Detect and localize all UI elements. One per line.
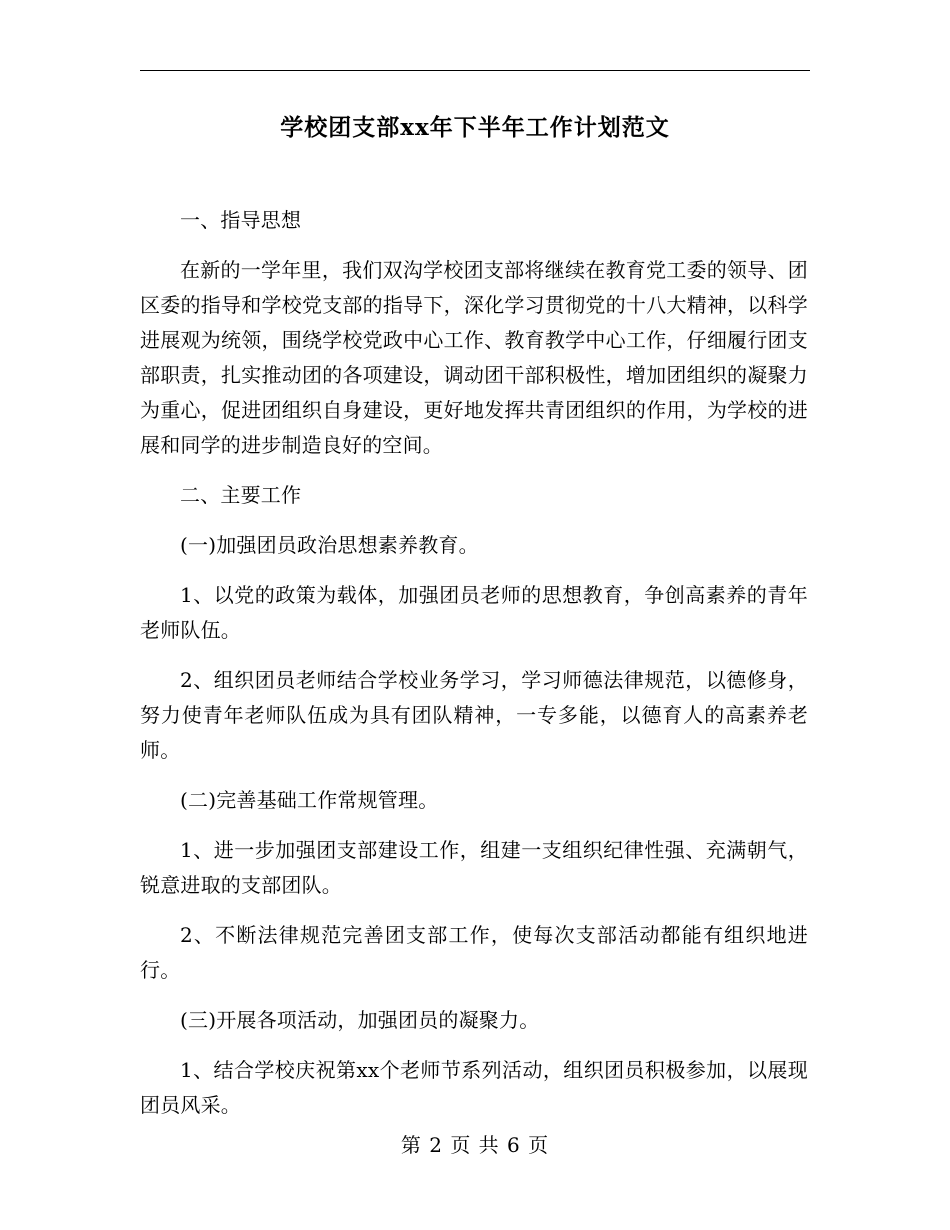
subheading-routine-management: (二)完善基础工作常规管理。 <box>180 788 439 812</box>
section-heading-main-work: 二、主要工作 <box>180 483 302 507</box>
list-item-1a: 1、以党的政策为载体，加强团员老师的思想教育，争创高素养的青年老师队伍。 <box>140 583 808 642</box>
header-rule <box>140 70 810 71</box>
section-heading-guiding-ideology: 一、指导思想 <box>180 208 302 232</box>
subheading-political-education: (一)加强团员政治思想素养教育。 <box>180 533 479 557</box>
subheading-activities: (三)开展各项活动，加强团员的凝聚力。 <box>180 1008 540 1032</box>
list-item-1c: 1、结合学校庆祝第xx个老师节系列活动，组织团员积极参加，以展现团员风采。 <box>140 1058 808 1117</box>
paragraph-guiding-ideology: 在新的一学年里，我们双沟学校团支部将继续在教育党工委的领导、团区委的指导和学校党支部的指导下，深化学习贯彻党的十八大精神，以科学进展观为统领，围绕学校党政中心工作、教育教学中心工作，仔细履行团支部职责，扎实推动团的各项建设，调动团干部积极性，增加团组织的凝聚力为重心，促进团组织自身建设，更好地发挥共青团组织的作用，为学校的进展和同学的进步制造良好的空间。 <box>140 258 808 457</box>
list-item-2b: 2、不断法律规范完善团支部工作，使每次支部活动都能有组织地进行。 <box>140 923 808 982</box>
list-item-1b: 1、进一步加强团支部建设工作，组建一支组织纪律性强、充满朝气，锐意进取的支部团队。 <box>140 838 808 897</box>
list-item-2a: 2、组织团员老师结合学校业务学习，学习师德法律规范，以德修身，努力使青年老师队伍成为具有团队精神，一专多能，以德育人的高素养老师。 <box>140 668 808 762</box>
page-number-footer: 第 2 页 共 6 页 <box>400 1133 550 1157</box>
document-title: 学校团支部xx年下半年工作计划范文 <box>280 114 670 141</box>
document-body <box>140 203 808 1138</box>
